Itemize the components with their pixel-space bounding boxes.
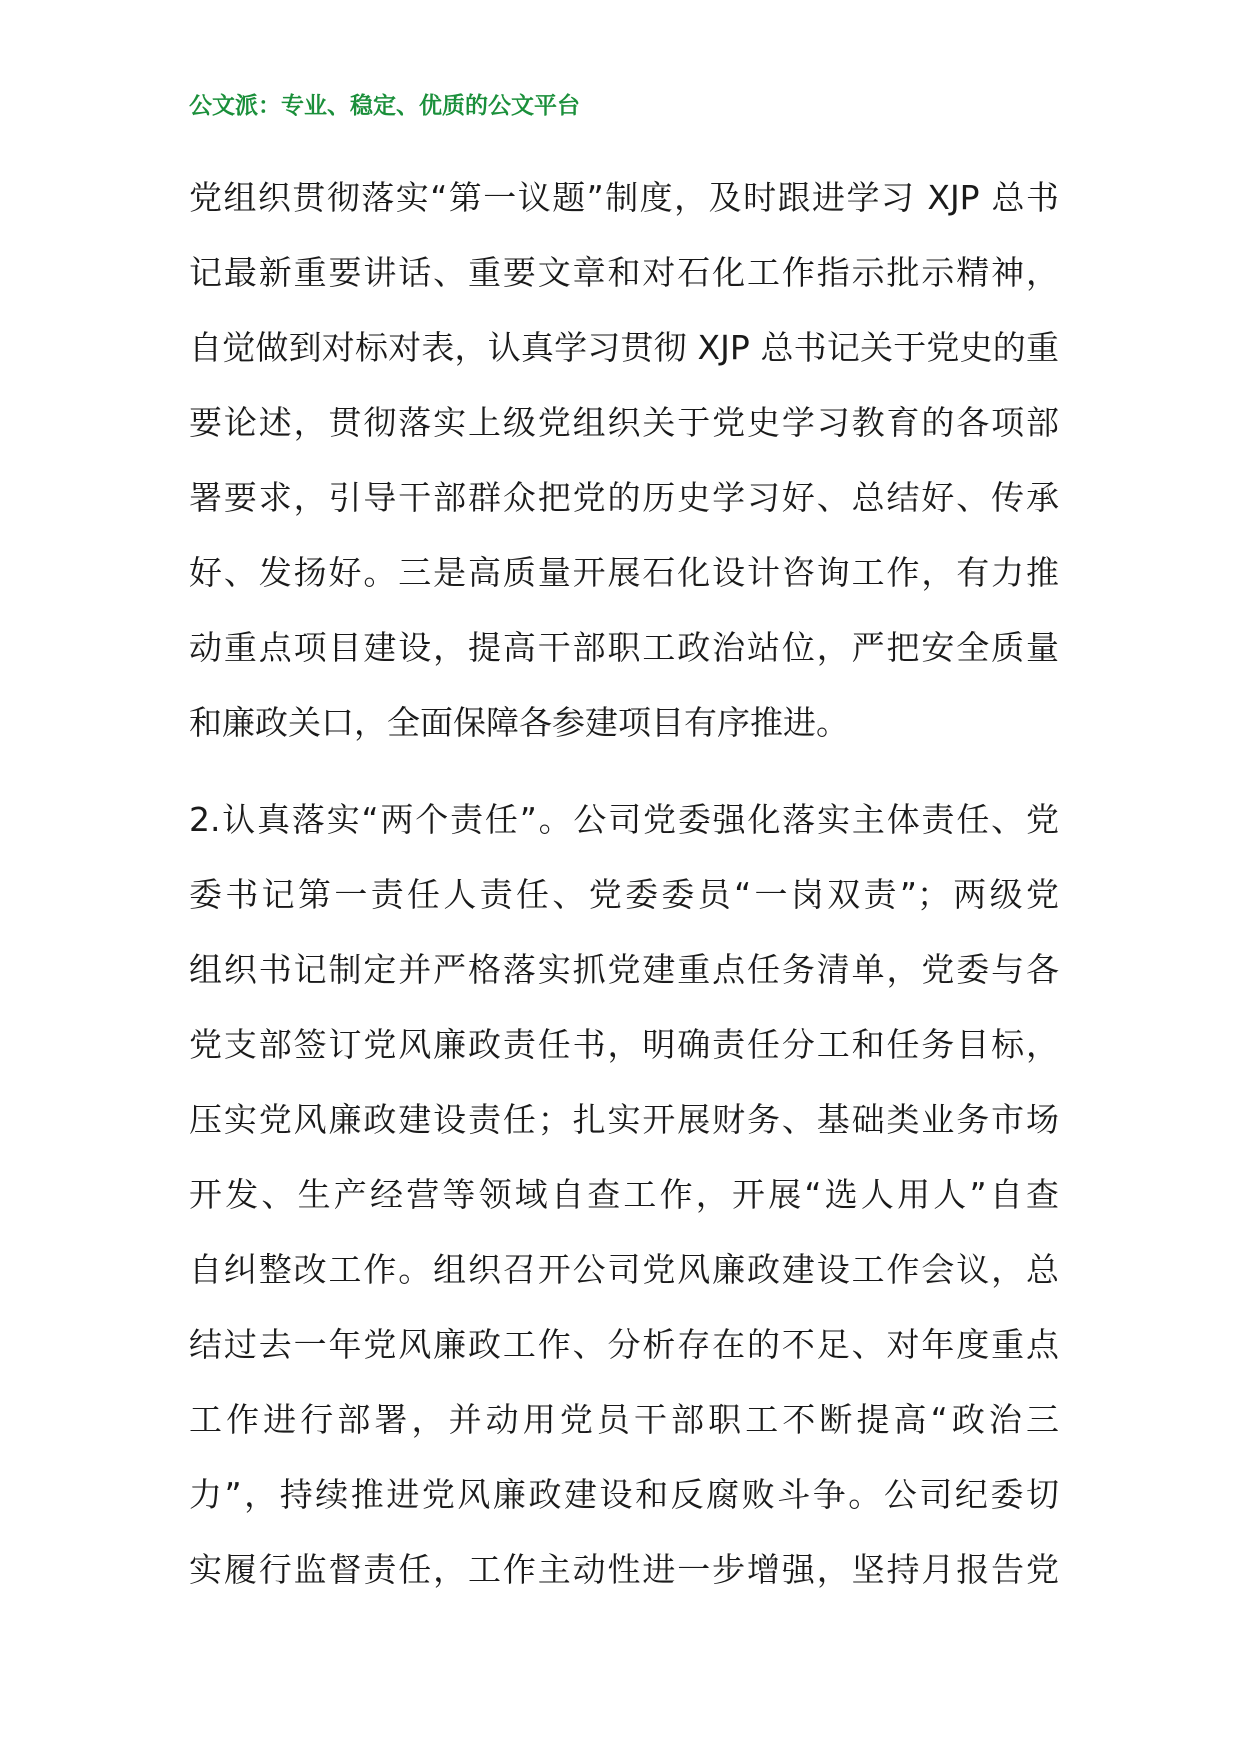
paragraph-line: 党组织贯彻落实“第一议题”制度，及时跟进学习 XJP 总书 <box>189 178 1059 217</box>
paragraph-line: 结过去一年党风廉政工作、分析存在的不足、对年度重点 <box>189 1325 1059 1364</box>
paragraph-line: 力”，持续推进党风廉政建设和反腐败斗争。公司纪委切 <box>189 1475 1059 1514</box>
paragraph-line: 实履行监督责任，工作主动性进一步增强，坚持月报告党 <box>189 1550 1059 1589</box>
paragraph-line: 2.认真落实“两个责任”。公司党委强化落实主体责任、党 <box>189 800 1059 839</box>
brand-header: 公文派：专业、稳定、优质的公文平台 <box>189 93 580 119</box>
paragraph-line: 组织书记制定并严格落实抓党建重点任务清单，党委与各 <box>189 950 1059 989</box>
paragraph-line: 压实党风廉政建设责任；扎实开展财务、基础类业务市场 <box>189 1100 1059 1139</box>
paragraph-1 <box>189 160 1059 760</box>
paragraph-line: 好、发扬好。三是高质量开展石化设计咨询工作，有力推 <box>189 553 1059 592</box>
paragraph-line: 署要求，引导干部群众把党的历史学习好、总结好、传承 <box>189 478 1059 517</box>
paragraph-2 <box>189 782 1059 1607</box>
paragraph-line: 开发、生产经营等领域自查工作，开展“选人用人”自查 <box>189 1175 1059 1214</box>
paragraph-line: 自觉做到对标对表，认真学习贯彻 XJP 总书记关于党史的重 <box>189 328 1059 367</box>
paragraph-line: 动重点项目建设，提高干部职工政治站位，严把安全质量 <box>189 628 1059 667</box>
paragraph-line: 委书记第一责任人责任、党委委员“一岗双责”；两级党 <box>189 875 1059 914</box>
paragraph-line: 自纠整改工作。组织召开公司党风廉政建设工作会议，总 <box>189 1250 1059 1289</box>
paragraph-line: 要论述，贯彻落实上级党组织关于党史学习教育的各项部 <box>189 403 1059 442</box>
paragraph-line: 工作进行部署，并动用党员干部职工不断提高“政治三 <box>189 1400 1059 1439</box>
paragraph-line: 记最新重要讲话、重要文章和对石化工作指示批示精神， <box>189 253 1059 292</box>
paragraph-line: 和廉政关口，全面保障各参建项目有序推进。 <box>189 703 849 742</box>
paragraph-line: 党支部签订党风廉政责任书，明确责任分工和任务目标， <box>189 1025 1059 1064</box>
